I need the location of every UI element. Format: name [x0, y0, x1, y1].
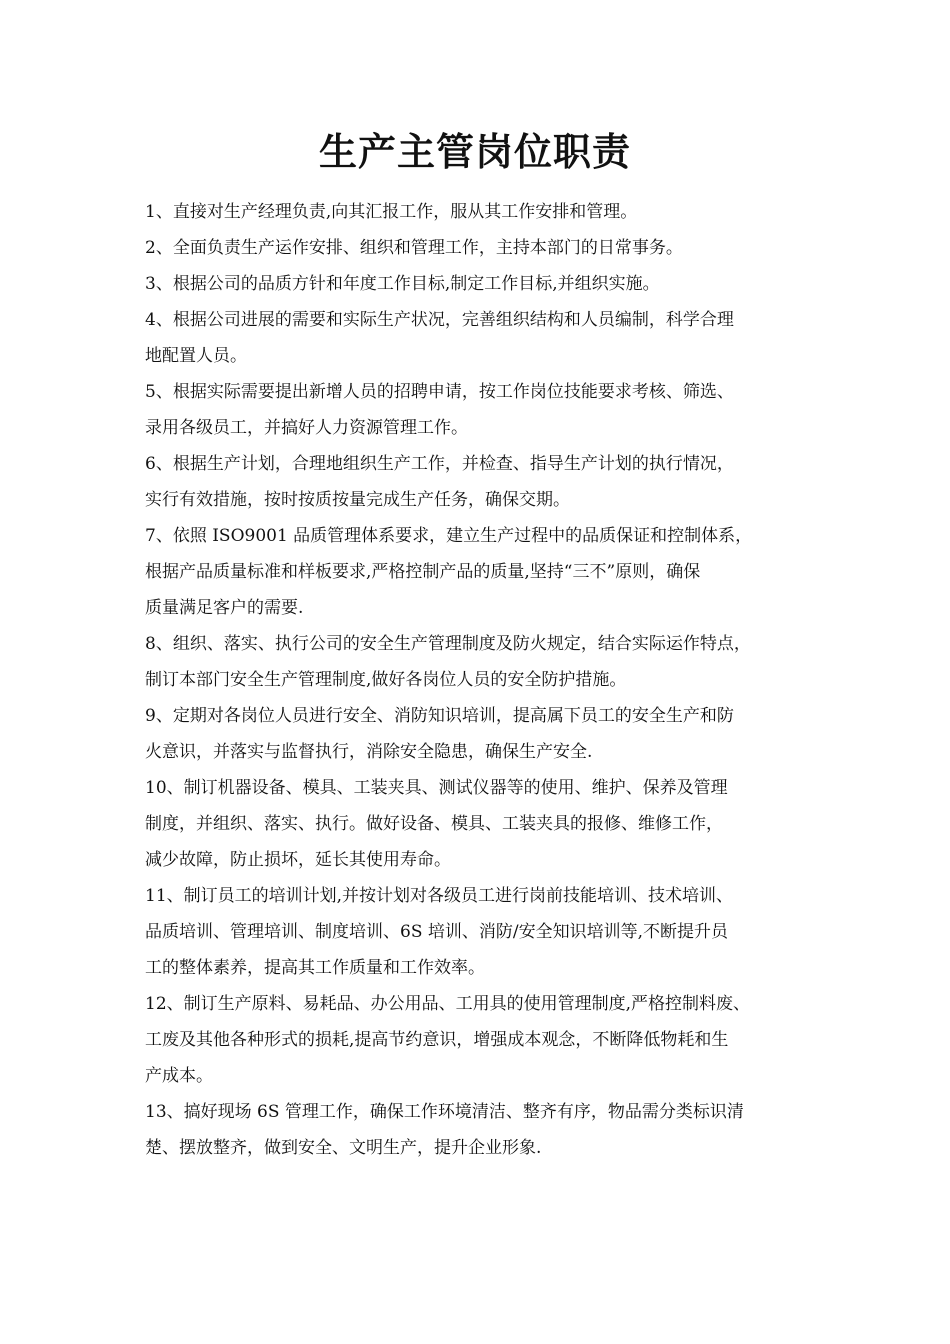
document-line: 减少故障，防止损坏，延长其使用寿命。 [145, 850, 451, 870]
document-line: 制订本部门安全生产管理制度,做好各岗位人员的安全防护措施。 [145, 670, 627, 690]
document-line: 2、全面负责生产运作安排、组织和管理工作，主持本部门的日常事务。 [145, 238, 683, 258]
document-line: 质量满足客户的需要. [145, 598, 304, 618]
document-line: 根据产品质量标准和样板要求,严格控制产品的质量,坚持“三不”原则，确保 [145, 562, 701, 582]
document-line: 工废及其他各种形式的损耗,提高节约意识，增强成本观念，不断降低物耗和生 [145, 1030, 729, 1050]
document-line: 7、依照 ISO9001 品质管理体系要求，建立生产过程中的品质保证和控制体系， [145, 526, 753, 546]
document-line: 4、根据公司进展的需要和实际生产状况，完善组织结构和人员编制，科学合理 [145, 310, 734, 330]
document-line: 5、根据实际需要提出新增人员的招聘申请，按工作岗位技能要求考核、筛选、 [145, 382, 734, 402]
document-line: 楚、摆放整齐，做到安全、文明生产，提升企业形象. [145, 1138, 542, 1158]
document-line: 1、直接对生产经理负责,向其汇报工作，服从其工作安排和管理。 [145, 202, 638, 222]
document-line: 12、制订生产原料、易耗品、办公用品、工用具的使用管理制度,严格控制料废、 [145, 994, 751, 1014]
document-line: 6、根据生产计划，合理地组织生产工作，并检查、指导生产计划的执行情况， [145, 454, 734, 474]
document-line: 9、定期对各岗位人员进行安全、消防知识培训，提高属下员工的安全生产和防 [145, 706, 734, 726]
document-line: 11、制订员工的培训计划,并按计划对各级员工进行岗前技能培训、技术培训、 [145, 886, 734, 906]
document-line: 3、根据公司的品质方针和年度工作目标,制定工作目标,并组织实施。 [145, 274, 660, 294]
document-line: 13、搞好现场 6S 管理工作，确保工作环境清洁、整齐有序，物品需分类标识清 [145, 1102, 744, 1122]
document-line: 录用各级员工，并搞好人力资源管理工作。 [145, 418, 468, 438]
document-line: 品质培训、管理培训、制度培训、6S 培训、消防/安全知识培训等,不断提升员 [145, 922, 728, 942]
document-line: 10、制订机器设备、模具、工装夹具、测试仪器等的使用、维护、保养及管理 [145, 778, 728, 798]
document-line: 实行有效措施，按时按质按量完成生产任务，确保交期。 [145, 490, 570, 510]
document-line: 工的整体素养，提高其工作质量和工作效率。 [145, 958, 485, 978]
document-line: 产成本。 [145, 1066, 213, 1086]
document-line: 8、组织、落实、执行公司的安全生产管理制度及防火规定，结合实际运作特点， [145, 634, 751, 654]
document-line: 火意识，并落实与监督执行，消除安全隐患，确保生产安全. [145, 742, 593, 762]
document-line: 地配置人员。 [145, 346, 247, 366]
document-line: 制度，并组织、落实、执行。做好设备、模具、工装夹具的报修、维修工作， [145, 814, 723, 834]
document-title: 生产主管岗位职责 [318, 129, 631, 174]
document-body [145, 194, 825, 1166]
